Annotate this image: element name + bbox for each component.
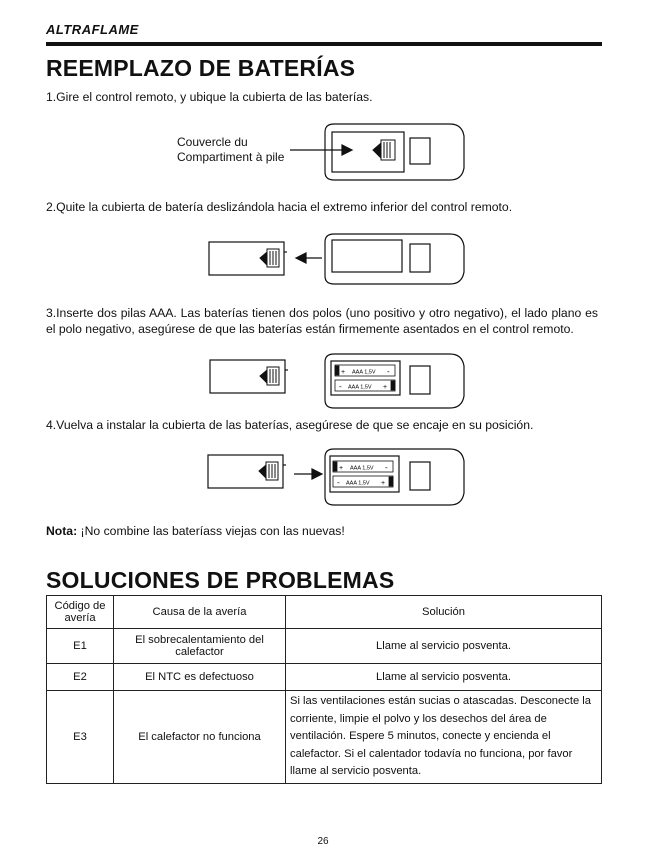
battery-top-4-minus: - [385,463,388,472]
table-row [47,664,602,691]
note-text: ¡No combine las bateríass viejas con las nuevas! [77,524,345,538]
row-code: E2 [47,664,114,691]
battery-top-plus: + [341,369,346,376]
step-4-text: 4.Vuelva a instalar la cubierta de las baterías, asegúrese de que se encaje en su posición. [46,418,534,432]
table-row [47,691,602,784]
cover-latch-icon-4 [259,462,278,480]
table-header-row [47,596,602,629]
page-number: 26 [317,836,329,847]
row-code: E3 [47,691,114,784]
battery-top-4-label: AAA 1,5V [350,465,374,472]
callout-line-1: Couvercle du [177,135,248,149]
brand-logo-text: ALTRAFLAME [46,22,139,37]
troubleshooting-table [46,595,602,784]
detached-cover-4 [208,455,286,488]
table-row [47,629,602,664]
battery-top-4-plus: + [339,465,344,472]
row-code: E1 [47,629,114,664]
note-label: Nota: [46,524,78,538]
battery-bottom-minus: - [339,382,342,391]
battery-bottom-plus: + [383,384,388,391]
row-cause: El calefactor no funciona [114,691,286,784]
step-3-text: 3.Inserte dos pilas AAA. Las baterías tienen dos polos (uno positivo y otro negativo), el lado plano es el polo negativo, asegúrese de que las baterías están firmemente asentados en el control remoto. [46,306,598,336]
note [46,524,345,538]
header-code: Código de avería [47,596,114,629]
step-1-text: 1.Gire el control remoto, y ubique la cubierta de las baterías. [46,90,373,104]
battery-top-label: AAA 1,5V [352,369,376,376]
callout-line-2: Compartiment à pile [177,150,285,164]
battery-bottom-4-label: AAA 1,5V [346,480,370,487]
battery-top-minus: - [387,367,390,376]
battery-bottom-4-minus: - [337,478,340,487]
step-2-text: 2.Quite la cubierta de batería deslizándola hacia el extremo inferior del control remoto. [46,200,513,214]
battery-bottom-4-plus: + [381,480,386,487]
row-solution: Llame al servicio posventa. [286,629,602,664]
install-arrow [294,469,322,479]
row-cause: El NTC es defectuoso [114,664,286,691]
row-solution: Llame al servicio posventa. [286,664,602,691]
remote-body-4 [325,449,464,505]
section-title-troubleshooting: SOLUCIONES DE PROBLEMAS [46,567,395,593]
battery-bottom-label: AAA 1,5V [348,384,372,391]
section-title-battery: REEMPLAZO DE BATERÍAS [46,55,356,81]
row-cause: El sobrecalentamiento del calefactor [114,629,286,664]
header-solution: Solución [286,596,602,629]
header-cause: Causa de la avería [114,596,286,629]
row-solution: Si las ventilaciones están sucias o atascadas. Desconecte la corriente, limpie el polvo y los desechos del área de ventilación. Espere 5 minutos, conecte y encienda el calefactor. Si el calentador todavía no funciona, por favor llame al servicio posventa. [286,691,602,784]
